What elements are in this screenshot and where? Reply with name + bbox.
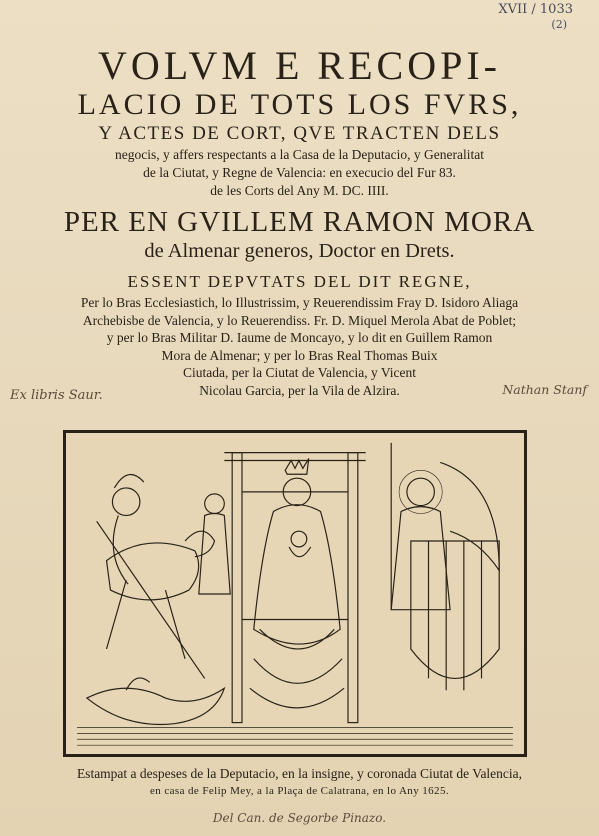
deputats-line: Per lo Bras Ecclesiastich, lo Illustrissim, y Reuerendissim Fray D. Isidoro Aliaga <box>80 295 519 310</box>
attendant-figure <box>199 494 230 594</box>
dragon-figure <box>87 678 224 725</box>
title-line-5: de la Ciutat, y Regne de Valencia: en execucio del Fur 83. <box>143 165 456 180</box>
deputats-line: Nicolau Garcia, per la Vila de Alzira. <box>199 382 400 398</box>
deputats-line: y per lo Bras Militar D. Iaume de Moncayo, y lo dit en Guillem Ramon <box>106 330 493 345</box>
author-name: PER EN GVILLEM RAMON MORA <box>63 206 536 238</box>
angel-figure <box>391 443 499 610</box>
virgin-and-child-figure <box>250 459 344 708</box>
title-line-4: negocis, y affers respectants a la Casa de la Deputacio, y Generalitat <box>115 147 484 162</box>
woodcut-drawing <box>66 433 524 754</box>
title-line-6: de les Corts del Any M. DC. IIII. <box>210 183 389 198</box>
saint-george-figure <box>97 475 215 679</box>
imprint-line-2: en casa de Felip Mey, a la Plaça de Calatrana, en lo Any 1625. <box>150 785 449 797</box>
deputats-line: Ciutada, per la Ciutat de Valencia, y Vicent <box>183 365 416 380</box>
title-line-1: VOLVM E RECOPI- <box>98 43 501 88</box>
shelfmark-main: XVII / 1033 <box>498 2 573 17</box>
shelfmark <box>498 2 573 32</box>
valencia-shield <box>411 541 499 690</box>
deputats-line: Mora de Almenar; y per lo Bras Real Thomas Buix <box>161 347 438 363</box>
owner-signature-handwriting: Nathan Stanf <box>502 382 587 397</box>
ground-hatching <box>77 727 513 745</box>
author-description: de Almenar generos, Doctor en Drets. <box>144 240 455 262</box>
title-line-3: Y ACTES DE CORT, QVE TRACTEN DELS <box>98 123 501 144</box>
title-block <box>0 44 599 399</box>
deputats-line: Archebisbe de Valencia, y lo Reuerendiss. Fr. D. Miquel Merola Abat de Poblet; <box>82 312 517 328</box>
deputats-heading: ESSENT DEPVTATS DEL DIT REGNE, <box>127 272 472 291</box>
shelfmark-sub: (2) <box>551 18 567 31</box>
provenance-handwriting: Del Can. de Segorbe Pinazo. <box>212 811 387 825</box>
woodcut-illustration <box>63 430 527 757</box>
imprint <box>0 765 599 799</box>
title-line-2: LACIO DE TOTS LOS FVRS, <box>77 88 522 121</box>
ex-libris-handwriting: Ex libris Saur. <box>10 388 103 403</box>
imprint-line-1: Estampat a despeses de la Deputacio, en la insigne, y coronada Ciutat de Valencia, <box>76 766 523 781</box>
throne-columns <box>224 453 365 723</box>
